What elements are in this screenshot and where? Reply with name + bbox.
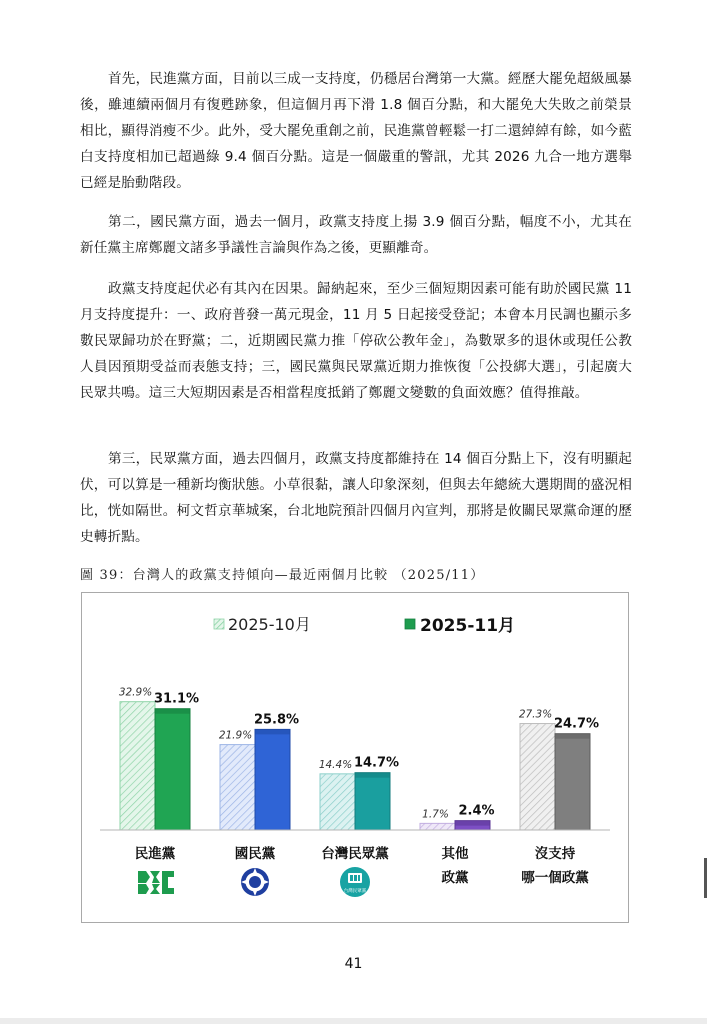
dpp-logo [138, 870, 174, 894]
data-label-oct-3: 1.7% [422, 808, 449, 821]
category-label-2: 台灣民眾黨 [321, 846, 389, 862]
bar-nov-1 [255, 729, 290, 830]
category-label-3: 其他 [441, 846, 469, 862]
bar-nov-4 [555, 734, 590, 830]
data-label-oct-0: 32.9% [118, 686, 153, 699]
data-label-oct-4: 27.3% [518, 708, 553, 721]
legend-label-nov: 2025-11月 [420, 616, 516, 636]
bar-nov-top-0 [155, 709, 190, 714]
data-label-nov-0: 31.1% [153, 691, 200, 707]
page-bottom-strip [0, 1018, 707, 1024]
category-label-3-line2: 政黨 [441, 870, 469, 886]
data-label-nov-2: 14.7% [353, 755, 400, 771]
page-number: 41 [344, 956, 363, 972]
category-label-4-line2: 哪一個政黨 [521, 870, 589, 886]
category-label-0: 民進黨 [134, 846, 176, 862]
kmt-logo [241, 868, 269, 896]
paragraph-kmt: 第二，國民黨方面，過去一個月，政黨支持度上揚 3.9 個百分點，幅度不小，尤其在新任黨主席鄭麗文諸多爭議性言論與作為之後，更顯離奇。 [80, 214, 632, 256]
bar-oct-1 [220, 745, 255, 830]
party-support-chart [82, 593, 628, 922]
category-label-4: 沒支持 [534, 846, 576, 862]
data-label-oct-2: 14.4% [318, 758, 353, 771]
bar-oct-4 [520, 724, 555, 830]
bar-nov-top-1 [255, 729, 290, 734]
data-label-oct-1: 21.9% [218, 729, 253, 742]
bar-nov-2 [355, 773, 390, 830]
figure-caption: 圖 39：台灣人的政黨支持傾向—最近兩個月比較 （2025/11） [80, 568, 485, 583]
paragraph-factors: 政黨支持度起伏必有其內在因果。歸納起來，至少三個短期因素可能有助於國民黨 11 月支持度提升：一、政府普發一萬元現金，11 月 5 日起接受登記；本會本月民調也顯示多數民眾歸功於在野黨；二，近期國民黨力推「停砍公教年金」，為數眾多的退休或現任公教人員因預期受益而表態支持；三，國民黨與民眾黨近期力推恢復「公投綁大選」，引起廣大民眾共鳴。這三大短期因素是否相當程度抵銷了鄭麗文變數的負面效應？值得推敲。 [80, 281, 632, 401]
bar-nov-0 [155, 709, 190, 830]
paragraph-tpp: 第三，民眾黨方面，過去四個月，政黨支持度都維持在 14 個百分點上下，沒有明顯起伏，可以算是一種新均衡狀態。小草很黏，讓人印象深刻，但與去年總統大選期間的盛況相比，恍如隔世。柯文哲京華城案，台北地院預計四個月內宣判，那將是攸關民眾黨命運的歷史轉折點。 [80, 451, 632, 545]
tpp-logo-text: 台灣民眾黨 [343, 889, 367, 894]
tpp-logo [340, 867, 370, 897]
legend-swatch-oct [214, 619, 224, 629]
category-label-1: 國民黨 [234, 846, 276, 862]
data-label-nov-1: 25.8% [253, 712, 300, 728]
bar-oct-3 [420, 823, 455, 830]
data-label-nov-4: 24.7% [553, 716, 600, 732]
bar-nov-top-2 [355, 773, 390, 778]
paragraph-dpp: 首先，民進黨方面，目前以三成一支持度，仍穩居台灣第一大黨。經歷大罷免超級風暴後，雖連續兩個月有復甦跡象，但這個月再下滑 1.8 個百分點，和大罷免大失敗之前榮景相比，顯得消瘦不少。此外，受大罷免重創之前，民進黨曾輕鬆一打二還綽綽有餘，如今藍白支持度相加已超過綠 9.4 個百分點。這是一個嚴重的警訊，尤其 2026 九合一地方選舉已經是胎動階段。 [80, 71, 632, 191]
bar-oct-2 [320, 774, 355, 830]
legend-swatch-nov [405, 619, 415, 629]
bar-nov-top-3 [455, 821, 490, 826]
legend-label-oct: 2025-10月 [228, 615, 311, 634]
bar-nov-top-4 [555, 734, 590, 739]
chart-frame [81, 592, 629, 923]
data-label-nov-3: 2.4% [458, 803, 495, 819]
bar-oct-0 [120, 702, 155, 830]
